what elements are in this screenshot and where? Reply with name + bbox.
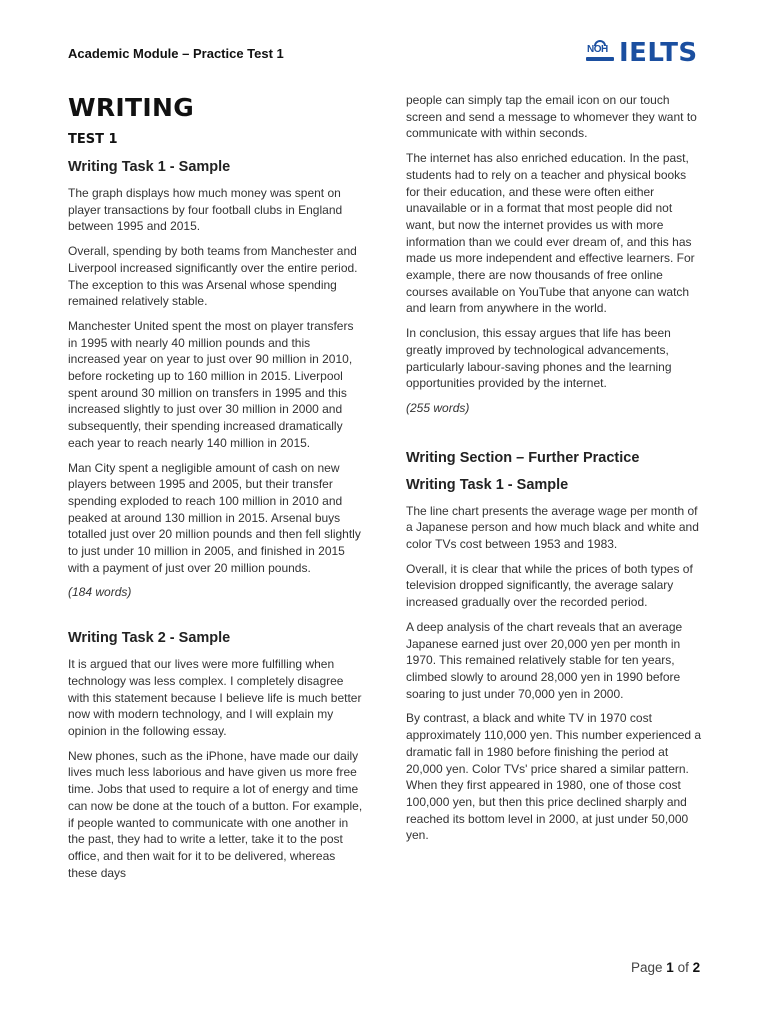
task2-title: Writing Task 2 - Sample [68, 630, 231, 647]
document-header-title: Academic Module – Practice Test 1 [68, 46, 284, 61]
left-column [68, 92, 364, 889]
task2-paragraph: The internet has also enriched education. In the past, students had to rely on a teacher and physical books for their education, and these were often either unavailable or in a format that most people did not want, but now the internet provides us with more information than we could ever dream of, and this has made us more independent and effective learners. For example, there are now thousands of free online courses available on YouTube that anyone can watch and learn from anywhere in the world. [406, 151, 695, 316]
page-word: Page [631, 960, 663, 975]
task1-title: Writing Task 1 - Sample [68, 159, 231, 175]
test-label: TEST 1 [68, 132, 118, 147]
noh-logo-icon [586, 40, 616, 66]
right-column [406, 92, 702, 852]
further-practice-title: Writing Section – Further Practice [406, 449, 640, 466]
task1-paragraph: Overall, spending by both teams from Manchester and Liverpool increased significantly over the entire period. The exception to this was Arsenal whose spending remained relatively stable. [68, 244, 358, 309]
further-paragraph: By contrast, a black and white TV in 1970 cost approximately 110,000 yen. This number experienced a dramatic fall in 1980 before finishing the period at 20,000 yen. Color TVs' price shared a similar pattern. When they first appeared in 1980, one of those cost 100,000 yen, but then this price declined sharply and reached its bottom level in 2000, at just under 50,000 yen. [406, 711, 702, 843]
page-total: 2 [692, 960, 701, 975]
page-current: 1 [666, 960, 674, 975]
page-title: WRITING [68, 93, 195, 122]
page-number [631, 960, 700, 975]
task2-paragraph: It is argued that our lives were more fulfilling when technology was less complex. I completely disagree with this statement because I believe life is much better now with modern technology, and I will explain my opinion in the following essay. [68, 657, 362, 738]
task2-paragraph: New phones, such as the iPhone, have made our daily lives much less laborious and have given us more free time. Jobs that used to require a lot of energy and time can now be done at the touch of a button. For example, if people wanted to communicate with one another in the past, they had to write a letter, take it to the post office, and then wait for it to be delivered, whereas these days [68, 748, 363, 880]
task1-paragraph: The graph displays how much money was spent on player transactions by four football clubs in England between 1995 and 2015. [68, 186, 343, 234]
task2-word-count: (255 words) [406, 400, 470, 415]
task2-paragraph: people can simply tap the email icon on our touch screen and send a message to whomever they want to communicate with within seconds. [406, 93, 697, 141]
logo-text: IELTS [619, 38, 698, 68]
further-paragraph: The line chart presents the average wage per month of a Japanese person and how much black and white and color TVs cost between 1953 and 1983. [406, 503, 699, 552]
further-paragraph: A deep analysis of the chart reveals that an average Japanese earned just over 20,000 yen per month in 1970. This remained relatively stable for ten years, climbed slowly to around 28,000 yen in 1990 before soaring to just under 70,000 yen in 2000. [406, 619, 683, 701]
task1-paragraph: Manchester United spent the most on player transfers in 1995 with nearly 40 million pounds and this increased year on year to just over 90 million in 2010, before rocketing up to 160 million in 2015. Liverpool spent around 30 million on transfers in 1995 and this increased slightly to just over 30 million in 2000 and subsequently, their spending increased dramatically each year to reach nearly 140 million in 2015. [68, 318, 354, 450]
task1-word-count: (184 words) [68, 585, 132, 600]
further-paragraph: Overall, it is clear that while the prices of both types of television dropped significantly, the average salary increased gradually over the recorded period. [406, 561, 693, 610]
page-of: of [677, 960, 689, 975]
ielts-logo [586, 40, 698, 66]
logo-small-text: NOH [587, 44, 608, 55]
task1-paragraph: Man City spent a negligible amount of cash on new players between 1995 and 2005, but their transfer spending exploded to reach 100 million in 2010 and peaked at around 130 million in 2015. Arsenal buys totalled just over 20 million pounds and then fell slightly to just under 10 million in 2005, and finished in 2015 with a payment of just over 20 million pounds. [68, 460, 361, 575]
task2-paragraph: In conclusion, this essay argues that life has been greatly improved by technological advancements, particularly labour-saving phones and the learning opportunities provided by the internet. [406, 326, 672, 391]
further-task1-title: Writing Task 1 - Sample [406, 476, 569, 493]
